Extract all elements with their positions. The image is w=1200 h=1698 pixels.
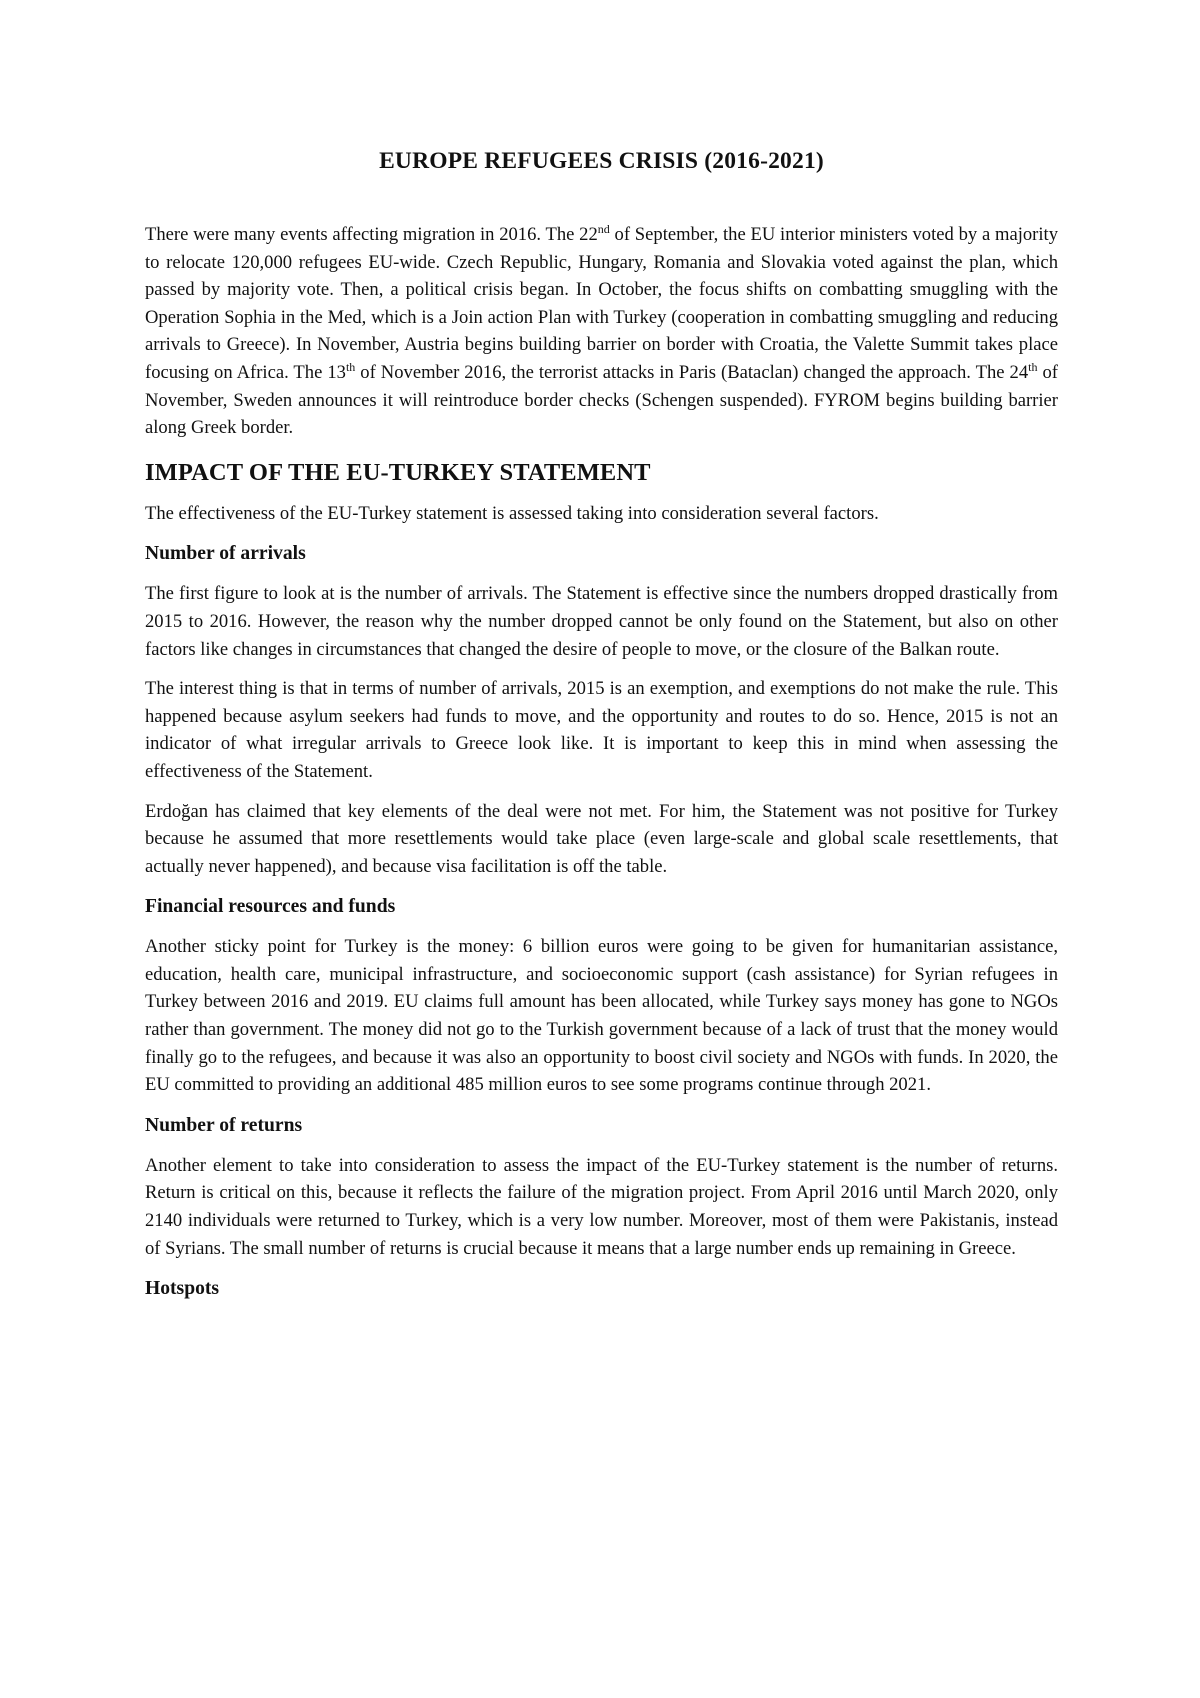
- arrivals-heading: Number of arrivals: [145, 543, 306, 565]
- hotspots-heading: Hotspots: [145, 1278, 220, 1300]
- intro-text-part-1: There were many events affecting migration in 2016. The 22: [145, 224, 598, 245]
- intro-text-part-4: of November, Sweden announces it will reintroduce border checks (Schengen suspended). FYROM begins building barrier along Greek border.: [145, 361, 1058, 439]
- arrivals-paragraph-1: The first figure to look at is the number of arrivals. The Statement is effective since the numbers dropped drastically from 2015 to 2016. However, the reason why the number dropped cannot be only found on the Statement, but also on other factors like changes in circumstances that changed the desire of people to move, or the closure of the Balkan route.: [145, 583, 1058, 660]
- intro-paragraph: [145, 221, 1058, 442]
- financial-heading: Financial resources and funds: [145, 896, 396, 918]
- returns-paragraph: Another element to take into consideration to assess the impact of the EU-Turkey statement is the number of returns. Return is critical on this, because it reflects the failure of the migration project. From April 2016 until March 2020, only 2140 individuals were returned to Turkey, which is a very low number. Moreover, most of them were Pakistanis, instead of Syrians. The small number of returns is crucial because it means that a large number ends up remaining in Greece.: [145, 1154, 1058, 1259]
- impact-section-heading: IMPACT OF THE EU-TURKEY STATEMENT: [145, 458, 651, 486]
- ordinal-suffix-th-13: th: [345, 359, 356, 374]
- intro-text-part-3: of November 2016, the terrorist attacks in Paris (Bataclan) changed the approach. The 24: [355, 361, 1029, 383]
- arrivals-paragraph-3: Erdoğan has claimed that key elements of the deal were not met. For him, the Statement was not positive for Turkey because he assumed that more resettlements would take place (even large-scale and global scale resettlements, that actually never happened), and because visa facilitation is off the table.: [145, 800, 1058, 877]
- financial-paragraph: Another sticky point for Turkey is the money: 6 billion euros were going to be given for humanitarian assistance, education, health care, municipal infrastructure, and socioeconomic support (cash assistance) for Syrian refugees in Turkey between 2016 and 2019. EU claims full amount has been allocated, while Turkey says money has gone to NGOs rather than government. The money did not go to the Turkish government because of a lack of trust that the money would finally go to the refugees, and because it was also an opportunity to boost civil society and NGOs with funds. In 2020, the EU committed to providing an additional 485 million euros to see some programs continue through 2021.: [145, 936, 1058, 1096]
- document-title: EUROPE REFUGEES CRISIS (2016-2021): [379, 148, 824, 174]
- ordinal-suffix-th-24: th: [1028, 359, 1038, 374]
- returns-heading: Number of returns: [145, 1114, 303, 1136]
- ordinal-suffix-nd: nd: [597, 221, 610, 236]
- arrivals-paragraph-2: The interest thing is that in terms of number of arrivals, 2015 is an exemption, and exemptions do not make the rule. This happened because asylum seekers had funds to move, and the opportunity and routes to do so. Hence, 2015 is not an indicator of what irregular arrivals to Greece look like. It is important to keep this in mind when assessing the effectiveness of the Statement.: [145, 678, 1058, 782]
- intro-text-part-2: of September, the EU interior ministers voted by a majority to relocate 120,000 refugees EU-wide. Czech Republic, Hungary, Romania and Slovakia voted against the plan, which passed by majority vote. Then, a political crisis began. In October, the focus shifts on combatting smuggling with the Operation Sophia in the Med, which is a Join action Plan with Turkey (cooperation in combatting smuggling and reducing arrivals to Greece). In November, Austria begins building barrier on border with Croatia, the Valette Summit takes place focusing on Africa. The 13: [145, 224, 1058, 383]
- impact-intro-paragraph: The effectiveness of the EU-Turkey statement is assessed taking into consideration several factors.: [145, 502, 879, 524]
